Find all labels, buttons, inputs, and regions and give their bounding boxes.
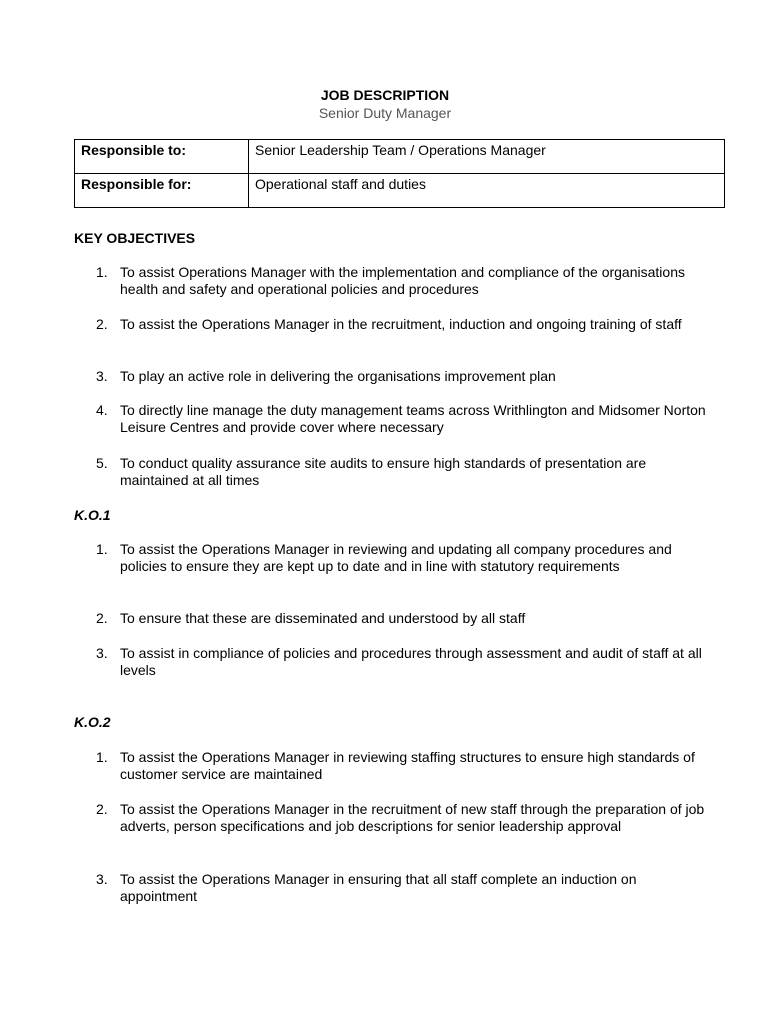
responsibility-table xyxy=(74,139,725,208)
responsible-to-label: Responsible to: xyxy=(75,140,249,174)
list-item xyxy=(0,801,710,836)
list-item-number: 2. xyxy=(96,610,108,626)
list-item xyxy=(0,541,710,576)
table-row xyxy=(75,174,725,208)
list-item xyxy=(0,871,710,906)
responsible-for-value: Operational staff and duties xyxy=(249,174,725,208)
list-item-text: To assist the Operations Manager in the recruitment of new staff through the preparation of job adverts, person specifications and job descriptions for senior leadership approval xyxy=(120,801,705,835)
document-title: JOB DESCRIPTION xyxy=(320,87,450,103)
list-item-text: To ensure that these are disseminated and understood by all staff xyxy=(120,610,526,626)
list-item-number: 1. xyxy=(96,541,108,557)
list-item-text: To assist the Operations Manager in reviewing staffing structures to ensure high standards of customer service are maintained xyxy=(120,749,695,783)
list-item-text: To assist the Operations Manager in ensuring that all staff complete an induction on appointment xyxy=(120,871,637,905)
key-objectives-heading: KEY OBJECTIVES xyxy=(74,230,196,246)
responsible-to-value: Senior Leadership Team / Operations Manager xyxy=(249,140,725,174)
list-item-text: To play an active role in delivering the organisations improvement plan xyxy=(120,368,556,384)
ko2-heading: K.O.2 xyxy=(74,714,111,730)
list-item-text: To conduct quality assurance site audits to ensure high standards of presentation are maintained at all times xyxy=(120,455,647,489)
list-item-text: To directly line manage the duty management teams across Writhlington and Midsomer Norton Leisure Centres and provide cover where necessary xyxy=(120,402,706,436)
list-item-text: To assist the Operations Manager in the recruitment, induction and ongoing training of staff xyxy=(120,316,682,332)
ko1-heading: K.O.1 xyxy=(74,507,111,523)
list-item xyxy=(0,368,710,385)
list-item xyxy=(0,455,710,490)
list-item-number: 5. xyxy=(96,455,108,471)
table-row xyxy=(75,140,725,174)
list-item-text: To assist the Operations Manager in reviewing and updating all company procedures and policies to ensure they are kept up to date and in line with statutory requirements xyxy=(120,541,672,575)
list-item xyxy=(0,749,710,784)
list-item xyxy=(0,402,710,437)
list-item xyxy=(0,645,710,680)
list-item-number: 4. xyxy=(96,402,108,418)
list-item xyxy=(0,264,710,299)
document-subtitle: Senior Duty Manager xyxy=(318,105,452,121)
list-item-number: 3. xyxy=(96,645,108,661)
list-item-number: 1. xyxy=(96,264,108,280)
list-item-number: 2. xyxy=(96,316,108,332)
list-item-text: To assist Operations Manager with the implementation and compliance of the organisations health and safety and operational policies and procedures xyxy=(120,264,685,298)
list-item xyxy=(0,316,710,333)
list-item-text: To assist in compliance of policies and procedures through assessment and audit of staff at all levels xyxy=(120,645,702,679)
responsible-for-label: Responsible for: xyxy=(75,174,249,208)
list-item-number: 2. xyxy=(96,801,108,817)
list-item-number: 1. xyxy=(96,749,108,765)
list-item xyxy=(0,610,710,627)
list-item-number: 3. xyxy=(96,871,108,887)
list-item-number: 3. xyxy=(96,368,108,384)
